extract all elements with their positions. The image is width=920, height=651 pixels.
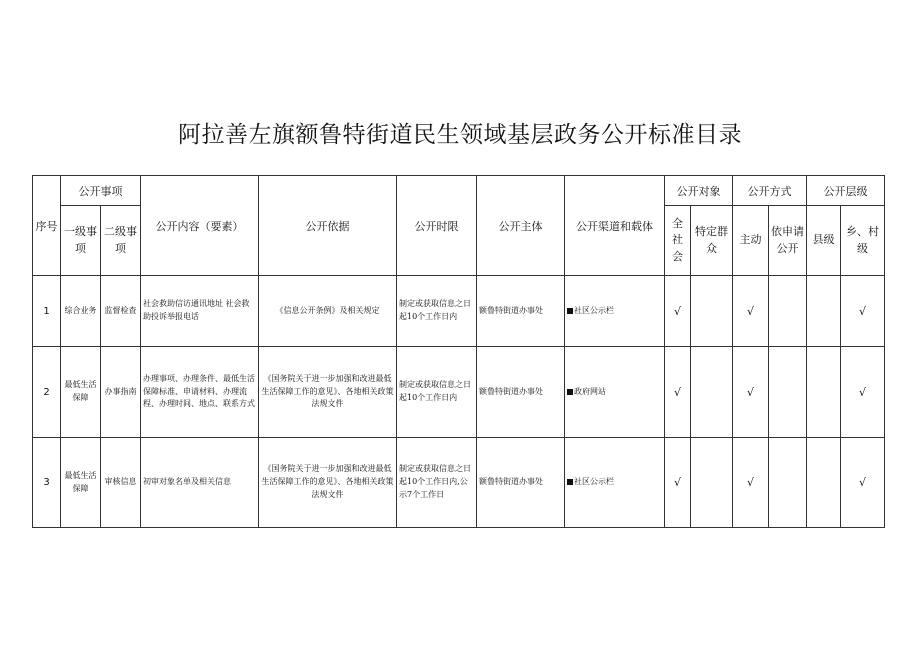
row-seq: 3 [33,438,61,528]
row-level2: 监督检查 [101,276,141,347]
header-target-specific: 特定群众 [691,206,733,276]
row-level-town: √ [841,347,885,438]
row-target-specific [691,276,733,347]
row-channel-text: 社区公示栏 [574,477,614,487]
header-level1: 一级事项 [61,206,101,276]
row-target-specific [691,347,733,438]
row-level1: 综合业务 [61,276,101,347]
row-method-active: √ [733,347,769,438]
row-target-all: √ [665,438,691,528]
row-time-limit: 制定或获取信息之日起10个工作日内 [397,347,477,438]
row-content: 社会救助信访通讯地址 社会救助投诉举报电话 [141,276,259,347]
row-level1: 最低生活保障 [61,438,101,528]
header-seq: 序号 [33,176,61,276]
row-level-county [807,438,841,528]
header-basis: 公开依据 [259,176,397,276]
row-subject: 额鲁特街道办事处 [477,347,565,438]
row-method-apply [769,347,807,438]
page-title: 阿拉善左旗额鲁特街道民生领域基层政务公开标准目录 [178,122,742,148]
row-seq: 1 [33,276,61,347]
header-method: 公开方式 [733,176,807,206]
row-time-limit: 制定或获取信息之日起10个工作日内,公示7个工作日 [397,438,477,528]
row-subject: 额鲁特街道办事处 [477,438,565,528]
header-row-1 [33,176,885,206]
row-target-all: √ [665,347,691,438]
square-bullet-icon [567,308,573,314]
row-content: 初审对象名单及相关信息 [141,438,259,528]
header-channel: 公开渠道和载体 [565,176,665,276]
row-method-apply [769,438,807,528]
header-content: 公开内容（要素） [141,176,259,276]
table-row [33,347,885,438]
header-level-county: 县级 [807,206,841,276]
header-method-apply: 依申请公开 [769,206,807,276]
row-basis: 《国务院关于进一步加强和改进最低生活保障工作的意见》、各地相关政策法规文件 [259,347,397,438]
row-level1: 最低生活保障 [61,347,101,438]
table-row [33,438,885,528]
header-level: 公开层级 [807,176,885,206]
row-channel [565,438,665,528]
row-time-limit: 制定或获取信息之日起10个工作日内 [397,276,477,347]
header-method-active: 主动 [733,206,769,276]
row-channel [565,276,665,347]
header-level2: 二级事项 [101,206,141,276]
square-bullet-icon [567,389,573,395]
row-channel-text: 政府网站 [574,386,606,396]
row-basis: 《国务院关于进一步加强和改进最低生活保障工作的意见》、各地相关政策法规文件 [259,438,397,528]
table-row [33,276,885,347]
row-level2: 审核信息 [101,438,141,528]
header-time-limit: 公开时限 [397,176,477,276]
catalog-table [32,175,885,528]
row-channel [565,347,665,438]
row-method-active: √ [733,276,769,347]
row-seq: 2 [33,347,61,438]
row-level2: 办事指南 [101,347,141,438]
header-target-all: 全社会 [665,206,691,276]
header-level-town: 乡、村级 [841,206,885,276]
square-bullet-icon [567,479,573,485]
row-level-county [807,347,841,438]
row-content: 办理事项、办理条件、最低生活保障标准、申请材料、办理流程、办理时间、地点、联系方式 [141,347,259,438]
row-method-apply [769,276,807,347]
row-subject: 额鲁特街道办事处 [477,276,565,347]
row-target-specific [691,438,733,528]
row-level-county [807,276,841,347]
row-level-town: √ [841,276,885,347]
header-matter: 公开事项 [61,176,141,206]
header-target: 公开对象 [665,176,733,206]
row-channel-text: 社区公示栏 [574,305,614,315]
row-target-all: √ [665,276,691,347]
row-level-town: √ [841,438,885,528]
header-subject: 公开主体 [477,176,565,276]
row-basis: 《信息公开条例》及相关规定 [259,276,397,347]
row-method-active: √ [733,438,769,528]
